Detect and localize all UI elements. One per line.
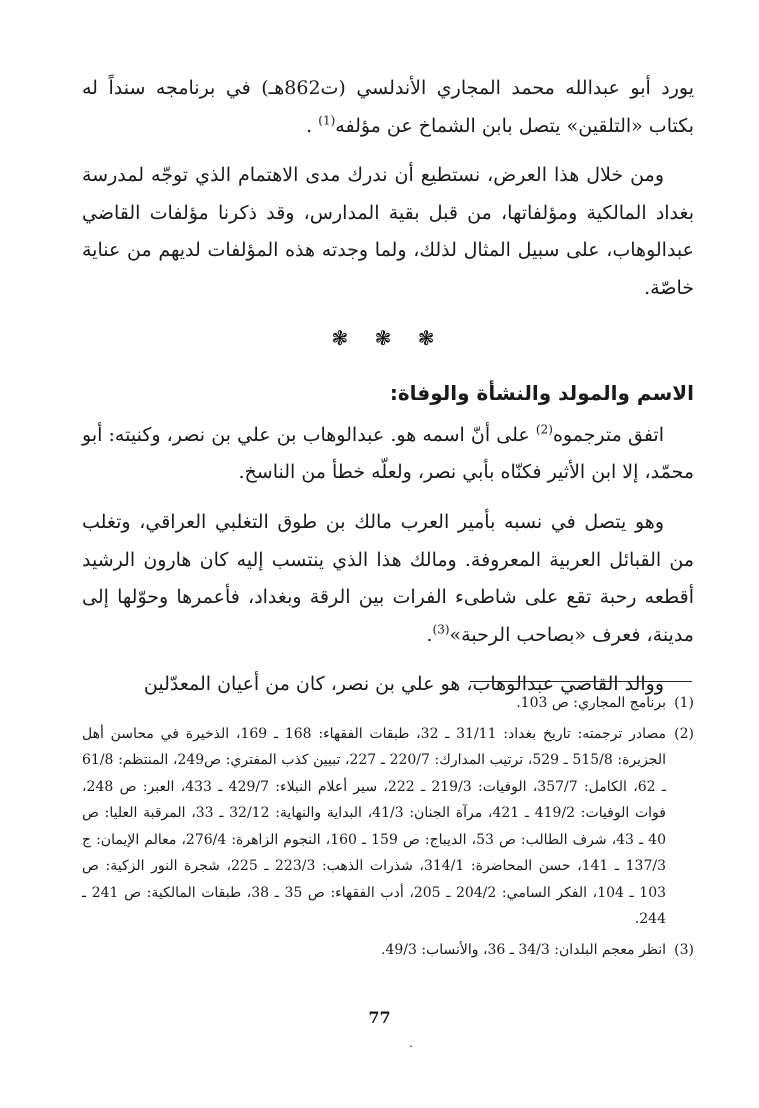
footnote-text: مصادر ترجمته: تاريخ بغداد: 31/11 ـ 32، طبقات الفقهاء: 168 ـ 169، الذخيرة في محاسن أهل الجزيرة: 515/8 ـ 529، ترتيب المدارك: 220/7 ـ 227، تبيين كذب المفتري: ص249، المنتظم: 61/8 ـ 62، الكامل: 357/7، الوفيات: 219/3 ـ 222، سير أعلام النبلاء: 429/7 ـ 433، العبر: ص 248، فوات الوفيات: 419/2 ـ 421، مرآة الجنان: 41/3، البداية والنهاية: 32/12 ـ 33، المرقبة العليا: ص 40 ـ 43، شرف الطالب: ص 53، الديباج: ص 159 ـ 160، النجوم الزاهرة: 276/4، معالم الإيمان: ج 137/3 ـ 141، حسن المحاضرة: 314/1، شذرات الذهب: 223/3 ـ 225، شجرة النور الزكية: ص 103 ـ 104، الفكر السامي: 204/2 ـ 205، أدب الفقهاء: ص 35 ـ 38، طبقات المالكية: ص 241 ـ 244. xyxy=(82,725,667,927)
footnote-text: انظر معجم البلدان: 34/3 ـ 36، والأنساب: 49/3. xyxy=(380,941,666,958)
footnotes xyxy=(82,690,694,967)
page-number: 77 xyxy=(368,1008,391,1027)
footnote-ref-1[interactable]: (1) xyxy=(318,113,336,128)
footnote-number: (1) xyxy=(674,695,694,711)
paragraph-3: اتفق مترجموه$^{(2)}$ على أنّ اسمه هو. عبدالوهاب بن علي بن نصر، وكنيته: أبو محمّد، إلا ابن الأثير فكنّاه بأبي نصر، ولعلّه خطأ من الناسخ. xyxy=(82,422,694,484)
paragraph-2: ومن خلال هذا العرض، نستطيع أن ندرك مدى الاهتمام الذي توجّه لمدرسة بغداد المالكية ومؤلفاتها، من قبل بقية المدارس، وقد ذكرنا مؤلفات القاضي عبدالوهاب، على سبيل المثال لذلك، ولما وجدته هذه المؤلفات لديهم من عناية خاصّة. xyxy=(82,164,694,299)
paragraph-4: وهو يتصل في نسبه بأمير العرب مالك بن طوق التغلبي العراقي، وتغلب من القبائل العربية المعروفة. ومالك هذا الذي ينتسب إليه كان هارون الرشيد أقطعه رحبة تقع على شاطىء الفرات بين الرقة وبغداد، فأعمرها وحوّلها إلى مدينة، فعرف «بصاحب الرحبة»$^{(3)}$. xyxy=(82,510,694,646)
page-dot: . xyxy=(409,1036,413,1050)
footnote-3 xyxy=(82,937,694,964)
footnote-ref-3[interactable]: (3) xyxy=(432,622,450,637)
footnote-1 xyxy=(82,690,694,717)
main-text xyxy=(82,70,694,716)
section-heading: الاسم والمولد والنشأة والوفاة: xyxy=(389,381,694,406)
footnote-2 xyxy=(82,721,694,933)
footnote-divider xyxy=(470,681,692,682)
footnote-number: (3) xyxy=(674,941,694,958)
footnote-ref-2[interactable]: (2) xyxy=(535,422,553,437)
section-separator-ornament: ❃ ❃ ❃ xyxy=(331,325,445,350)
footnote-number: (2) xyxy=(674,725,694,742)
paragraph-5: ووالد القاضي عبدالوهاب، هو علي بن نصر، كان من أعيان المعدّلين xyxy=(143,673,664,696)
paragraph-1: يورد أبو عبدالله محمد المجاري الأندلسي (ت862هـ) في برنامجه سنداً له بكتاب «التلقين» يتصل بابن الشماخ عن مؤلفه$^{(1)}$ . xyxy=(82,77,695,137)
footnote-text: برنامج المجاري: ص 103. xyxy=(516,695,666,711)
